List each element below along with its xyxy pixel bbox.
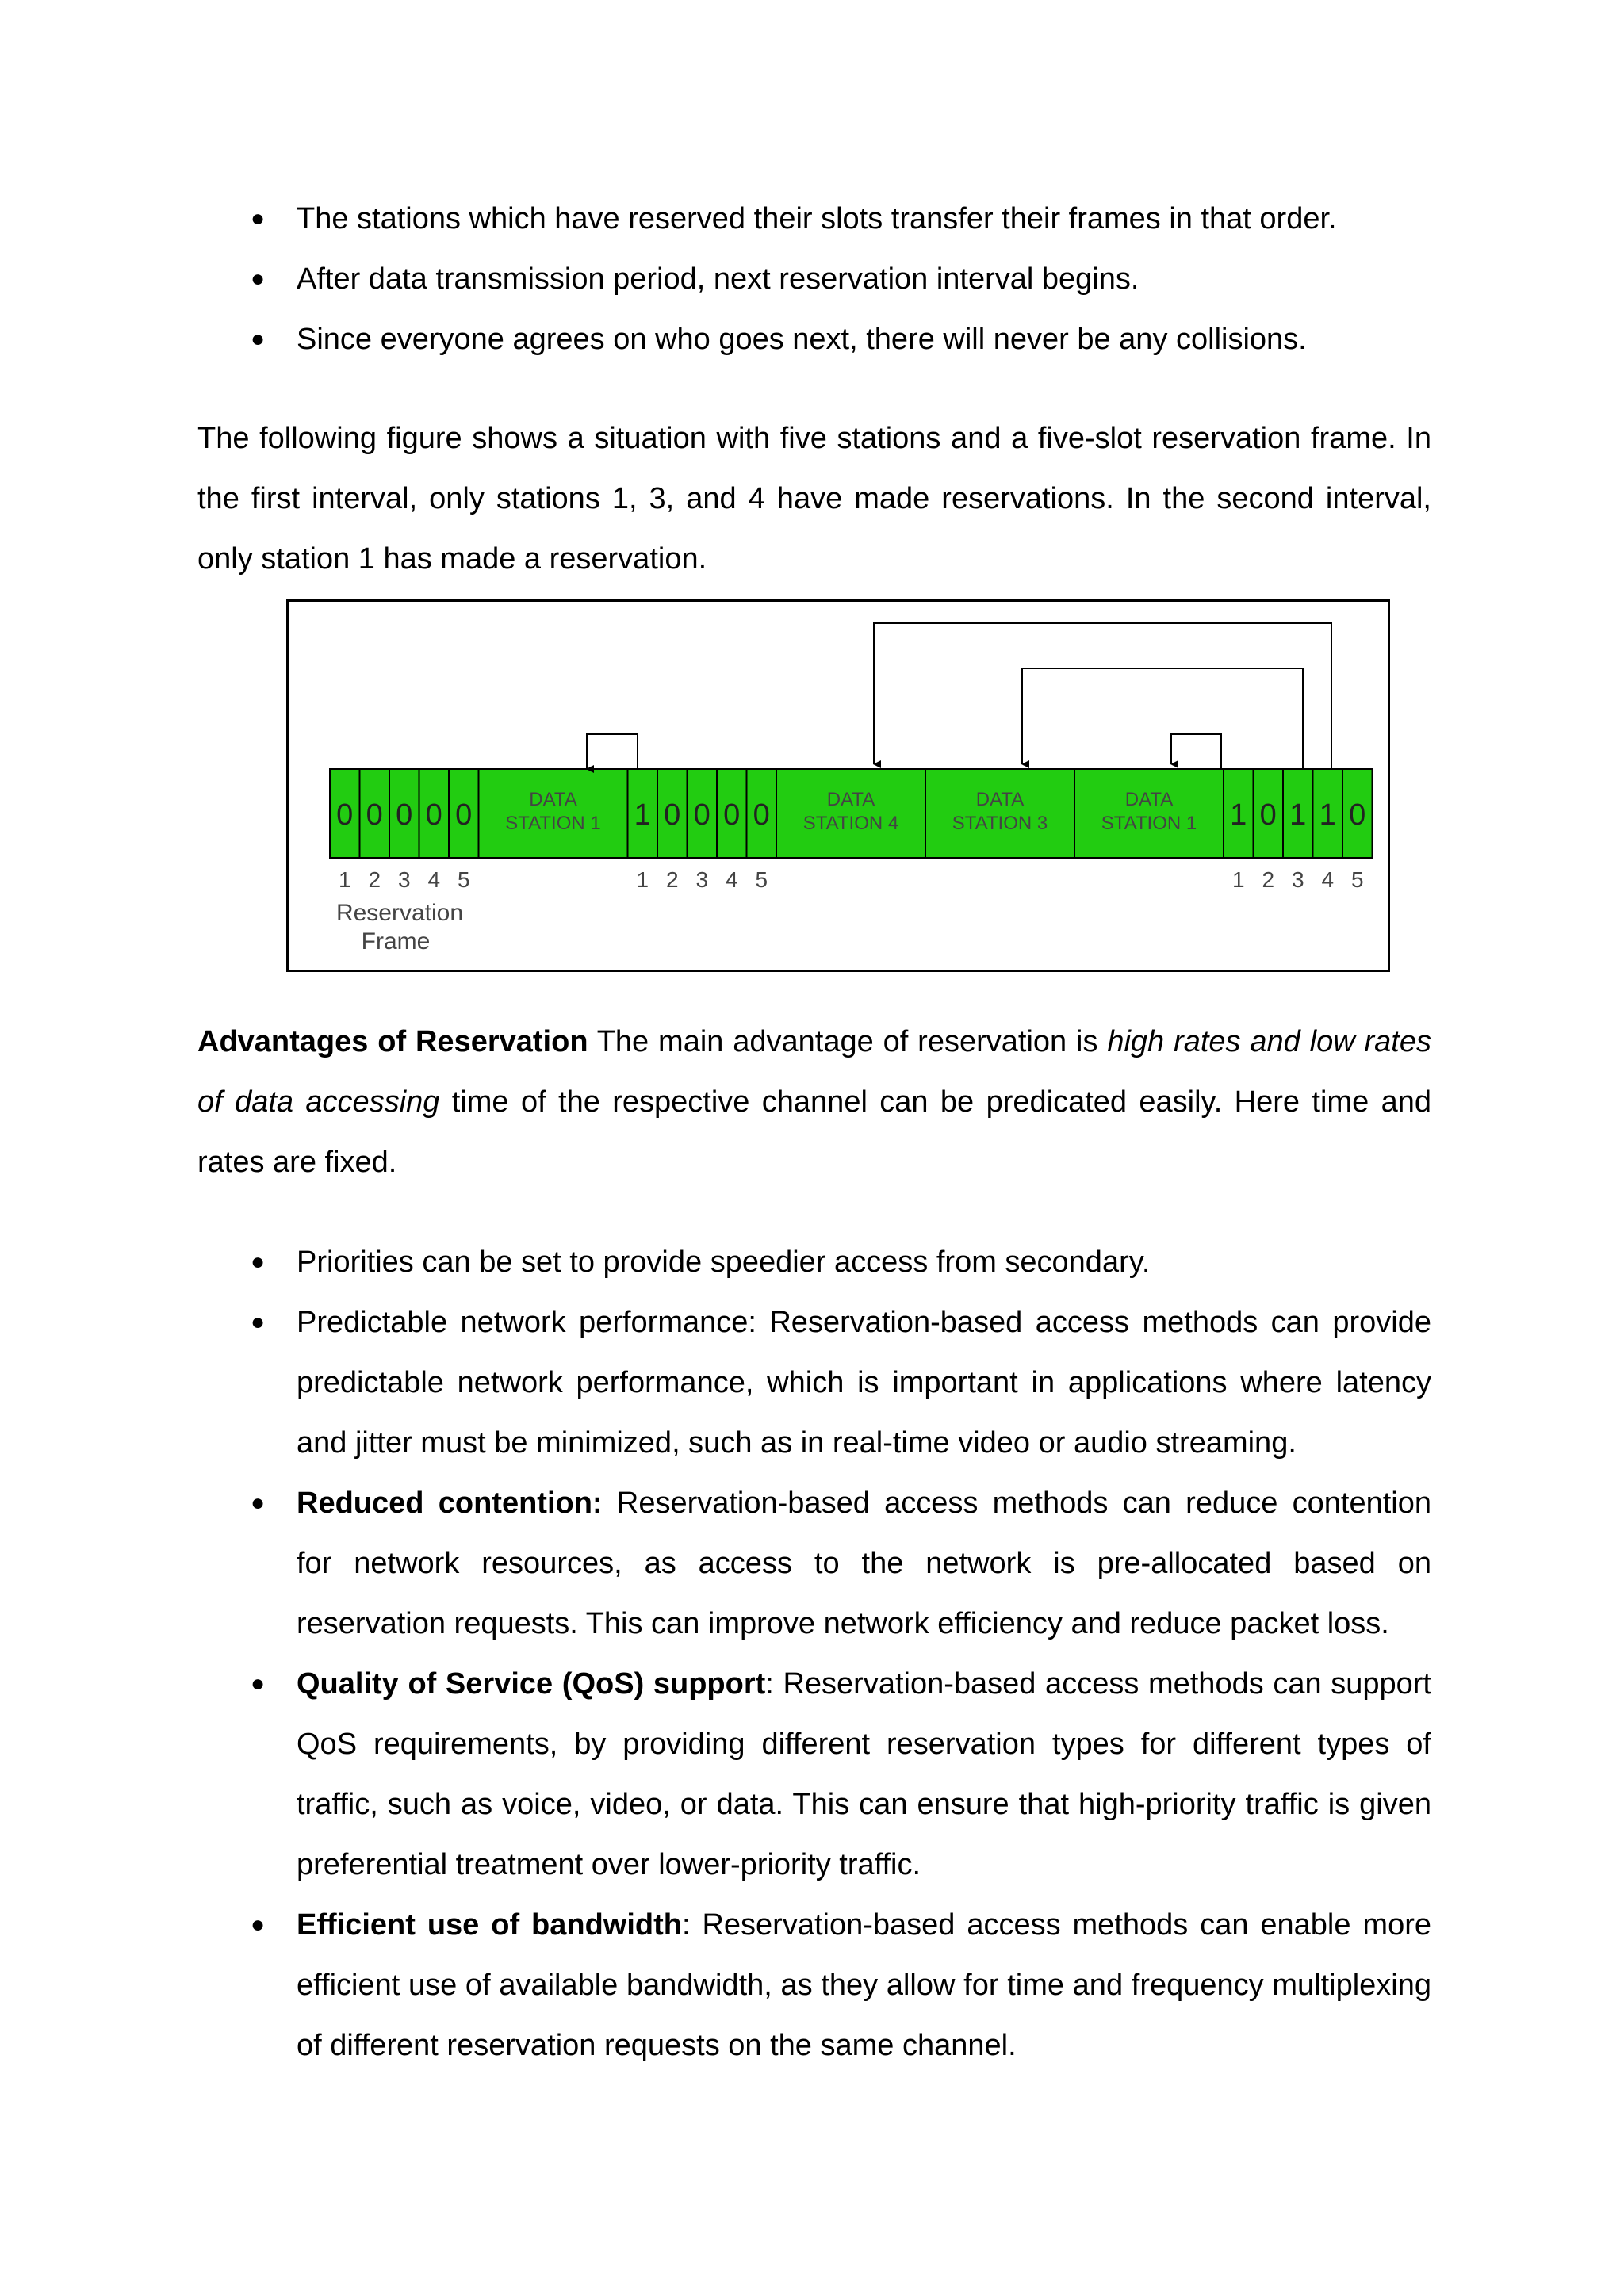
data-block-label: DATA (826, 789, 875, 810)
bullet-icon: ● (251, 1249, 266, 1275)
list-item: ● Efficient use of bandwidth: Reservation-based access methods can enable more efficient use of available bandwidth, as they allow for time and frequency multiplexing of different reservation requests on the same channel. (238, 1895, 1431, 2076)
top-bullet-list (238, 189, 1431, 369)
bullet-icon: ● (251, 1911, 266, 1938)
slot-number: 1 (338, 867, 351, 892)
list-item: ● The stations which have reserved their slots transfer their frames in that order. (238, 189, 1431, 249)
slot-number: 3 (695, 867, 709, 892)
advantages-paragraph: Advantages of Reservation The main advantage of reservation is high rates and low rates of data accessing time of the respective channel can be predicated easily. Here time and rates are fixed. (197, 1025, 1431, 1179)
arrow-station1-second (1171, 734, 1221, 769)
slot-bit: 0 (1349, 798, 1366, 832)
frame-sequence (330, 769, 1373, 892)
arrow-station1-first (587, 734, 638, 769)
slot-number: 4 (725, 867, 738, 892)
reservation-label-line2: Frame (361, 928, 431, 955)
slot-number: 3 (1291, 867, 1304, 892)
slot-number: 1 (636, 867, 649, 892)
slot-bit: 0 (396, 798, 413, 832)
list-item: ● Quality of Service (QoS) support: Reservation-based access methods can support QoS requirements, by providing different reservation types for different types of traffic, such as voice, video, or data. This can ensure that high-priority traffic is given preferential treatment over lower-priority traffic. (238, 1654, 1431, 1895)
data-block-station: STATION 1 (1101, 813, 1197, 834)
reservation-figure (286, 599, 1390, 972)
slot-bit: 0 (664, 798, 681, 832)
slot-bit: 0 (366, 798, 383, 832)
bullet-icon: ● (251, 205, 266, 232)
slot-bit: 0 (723, 798, 741, 832)
bullet-icon: ● (251, 266, 266, 292)
data-block-label: DATA (975, 789, 1025, 810)
list-item: ● Reduced contention: Reservation-based access methods can reduce contention for network resources, as access to the network is pre-allocated based on reservation requests. This can improve network efficiency and reduce packet loss. (238, 1473, 1431, 1654)
bullet-icon: ● (251, 1670, 266, 1697)
slot-bit: 0 (753, 798, 770, 832)
slot-bit: 1 (1319, 798, 1336, 832)
bullet-icon: ● (251, 1490, 266, 1516)
advantages-heading: Advantages of Reservation (197, 1025, 588, 1058)
reservation-arrows (587, 623, 1331, 769)
slot-number: 5 (755, 867, 768, 892)
slot-bit: 1 (634, 798, 651, 832)
data-block-label: DATA (529, 789, 577, 810)
bullet-icon: ● (251, 326, 266, 352)
list-item: ● Since everyone agrees on who goes next, there will never be any collisions. (238, 309, 1431, 369)
list-item: ● Priorities can be set to provide speedier access from secondary. (238, 1232, 1431, 1292)
slot-bit: 0 (1259, 798, 1277, 832)
list-item: ● Predictable network performance: Reservation-based access methods can provide predictable network performance, which is important in applications where latency and jitter must be minimized, such as in real-time video or audio streaming. (238, 1292, 1431, 1473)
slot-number: 3 (397, 867, 411, 892)
arrow-station4 (874, 623, 1331, 769)
advantages-bullet-list (238, 1232, 1431, 2076)
bullet-icon: ● (251, 1309, 266, 1335)
data-block-station: STATION 4 (802, 813, 899, 834)
slot-bit: 0 (455, 798, 473, 832)
arrow-station3 (1022, 668, 1303, 769)
data-block-station: STATION 3 (952, 813, 1048, 834)
slot-number: 4 (427, 867, 441, 892)
slot-bit: 1 (1230, 798, 1247, 832)
data-block-station: STATION 1 (505, 813, 601, 834)
data-block-label: DATA (1124, 789, 1174, 810)
slot-number: 5 (457, 867, 470, 892)
slot-bit: 0 (425, 798, 442, 832)
slot-bit: 0 (693, 798, 710, 832)
slot-bit: 0 (336, 798, 354, 832)
reservation-label-line1: Reservation (335, 900, 464, 926)
intro-paragraph: The following figure shows a situation with five stations and a five-slot reservation frame. In the first interval, only stations 1, 3, and 4 have made reservations. In the second interval, only station 1 has made a reservation. (197, 422, 1431, 576)
slot-bit: 1 (1289, 798, 1307, 832)
list-item: ● After data transmission period, next reservation interval begins. (238, 249, 1431, 309)
slot-number: 4 (1321, 867, 1335, 892)
slot-number: 5 (1350, 867, 1364, 892)
slot-number: 1 (1231, 867, 1245, 892)
slot-number: 2 (665, 867, 679, 892)
slot-number: 2 (368, 867, 381, 892)
slot-number: 2 (1262, 867, 1275, 892)
reservation-diagram (289, 602, 1388, 970)
